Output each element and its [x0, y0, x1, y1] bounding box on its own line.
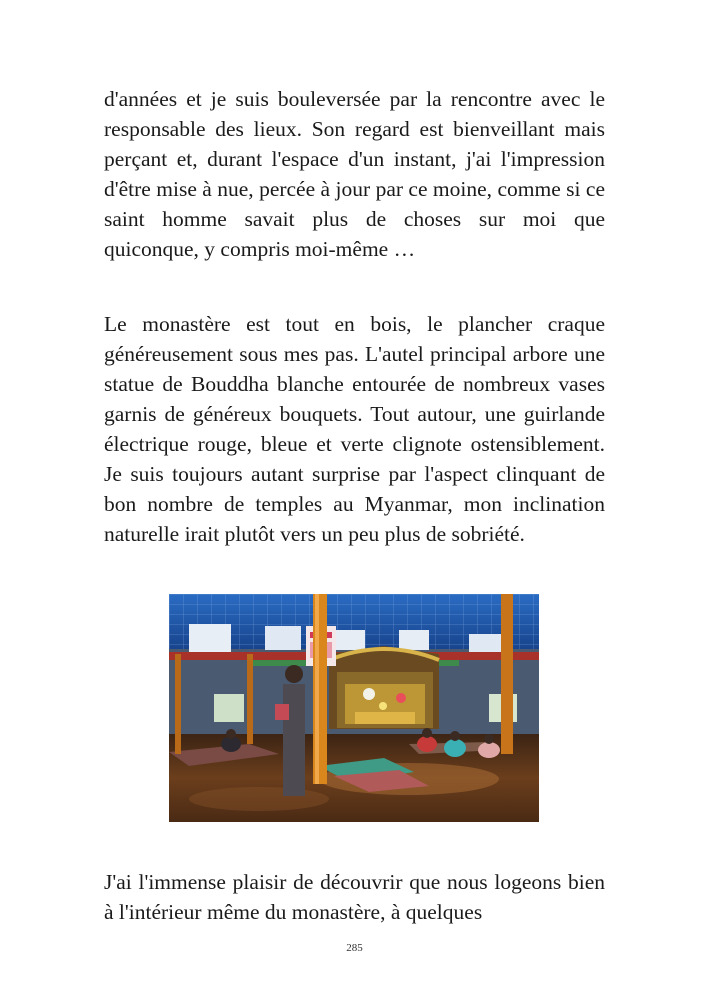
- paragraph-1: d'années et je suis bouleversée par la rencontre avec le responsable des lieux. Son regard est bienveillant mais perçant et, durant l'espace d'un instant, j'ai l'impression d'être mise à nue, percée à jour par ce moine, comme si ce saint homme savait plus de choses sur moi que quiconque, y compris moi-même …: [104, 87, 605, 261]
- monastery-interior-photo: [169, 594, 539, 822]
- paragraph-2: Le monastère est tout en bois, le plancher craque généreusement sous mes pas. L'autel principal arbore une statue de Bouddha blanche entourée de nombreux vases garnis de généreux bouquets. Tout autour, une guirlande électrique rouge, bleue et verte clignote ostensiblement. Je suis toujours autant surprise par l'aspect clinquant de bon nombre de temples au Myanmar, mon inclination naturelle irait plutôt vers un peu plus de sobriété.: [104, 312, 605, 546]
- paragraph-3: J'ai l'immense plaisir de découvrir que nous logeons bien à l'intérieur même du monastère, à quelques: [104, 870, 605, 924]
- page-number: 285: [346, 942, 363, 954]
